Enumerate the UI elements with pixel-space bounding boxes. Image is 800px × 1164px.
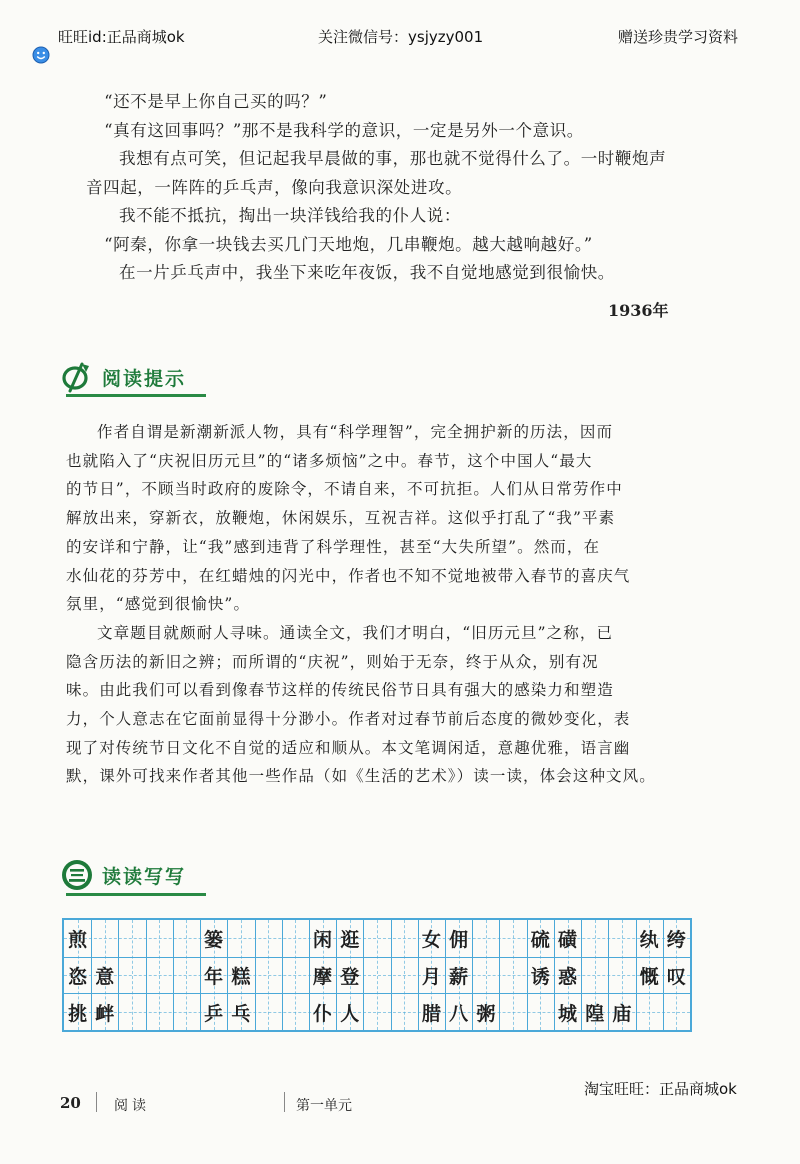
watermark-bottom-right: 淘宝旺旺：正品商城ok	[584, 1080, 737, 1098]
reading-tip-body	[66, 418, 706, 791]
watermark-top-right: 赠送珍贵学习资料	[618, 28, 739, 46]
vocab-character: 逛	[340, 929, 360, 952]
grid-row-line	[64, 993, 690, 994]
tip-line: 文章题目就颇耐人寻味。通读全文，我们才明白，“旧历元旦”之称，已	[97, 623, 614, 642]
body-line: “真有这回事吗？”那不是我科学的意识，一定是另外一个意识。	[104, 120, 584, 140]
watermark-top-center: 关注微信号：ysjyzy001	[318, 28, 484, 46]
vocab-character: 硫	[530, 929, 550, 952]
vocab-character: 乒	[204, 1002, 224, 1025]
vocab-character: 挑	[68, 1002, 88, 1025]
vocab-character: 糕	[231, 966, 251, 988]
vocab-character: 粥	[476, 1002, 496, 1025]
vocab-character: 恣	[68, 966, 88, 988]
body-line: 我想有点可笑，但记起我早晨做的事，那也就不觉得什么了。一时鞭炮声	[119, 149, 667, 168]
vocab-character: 人	[340, 1002, 360, 1025]
vocab-character: 年	[204, 966, 224, 988]
vocab-character: 慨	[639, 966, 659, 988]
reading-tip-icon	[60, 360, 94, 394]
vocab-character: 薪	[449, 966, 469, 988]
body-line: “还不是早上你自己买的吗？”	[104, 92, 328, 111]
footer-unit: 第一单元	[296, 1098, 352, 1114]
body-text	[86, 88, 706, 288]
date-line: 1936年	[608, 301, 669, 320]
reading-tip-title: 阅读提示	[102, 367, 187, 390]
read-write-header	[60, 858, 186, 892]
vocab-character: 庙	[612, 1002, 632, 1025]
vocab-character: 摩	[313, 966, 333, 988]
smiley-icon	[32, 46, 50, 64]
body-line: 在一片乒乓声中，我坐下来吃年夜饭，我不自觉地感觉到很愉快。	[119, 263, 615, 282]
vocab-character: 八	[449, 1002, 469, 1025]
grid-dash-line	[64, 975, 690, 976]
vocab-character: 月	[421, 966, 441, 988]
vocab-character: 惑	[558, 966, 578, 988]
watermark-top-left: 旺旺id:正品商城ok	[58, 28, 185, 46]
read-write-title: 读读写写	[102, 865, 187, 888]
tip-line: 水仙花的芬芳中，在红蜡烛的闪光中，作者也不知不觉地被带入春节的喜庆气	[66, 566, 631, 585]
tip-line: 现了对传统节日文化不自觉的适应和顺从。本文笔调闲适，意趣优雅，语言幽	[66, 738, 631, 757]
vocab-character: 磺	[558, 929, 578, 952]
grid-dash-line	[64, 938, 690, 939]
vocab-character: 闲	[313, 929, 333, 952]
vocab-character: 意	[95, 966, 115, 988]
tip-line: 氛里，“感觉到很愉快”。	[66, 595, 251, 614]
tip-line: 力，个人意志在它面前显得十分渺小。作者对过春节前后态度的微妙变化，表	[66, 710, 631, 729]
tip-line: 的节日”，不顾当时政府的废除令，不请自来，不可抗拒。人们从日常劳作中	[66, 480, 623, 499]
vocab-character: 叹	[666, 966, 686, 988]
vocab-character: 佣	[449, 929, 469, 952]
tip-line: 也就陷入了“庆祝旧历元旦”的“诸多烦恼”之中。春节，这个中国人“最大	[66, 451, 593, 470]
grid-row-line	[64, 957, 690, 958]
footer-divider	[96, 1092, 97, 1112]
tip-line: 解放出来，穿新衣，放鞭炮，休闲娱乐，互祝吉祥。这似乎打乱了“我”平素	[66, 509, 616, 528]
footer-divider	[284, 1092, 285, 1112]
vocabulary-grid	[62, 918, 692, 1032]
footer-book-title: 阅读	[114, 1098, 150, 1114]
vocab-character: 城	[558, 1002, 578, 1025]
tip-line: 作者自谓是新潮新派人物，具有“科学理智”，完全拥护新的历法，因而	[97, 423, 614, 441]
vocab-character: 腊	[421, 1002, 441, 1025]
tip-line: 默，课外可找来作者其他一些作品（如《生活的艺术》）读一读，体会这种文风。	[66, 767, 656, 786]
read-write-icon	[60, 858, 94, 892]
vocab-character: 乓	[231, 1002, 251, 1025]
body-line: 我不能不抵抗，掏出一块洋钱给我的仆人说：	[119, 206, 461, 225]
vocab-character: 衅	[95, 1002, 115, 1025]
page-number: 20	[60, 1094, 81, 1112]
vocab-character: 诱	[530, 966, 550, 988]
read-write-underline	[66, 893, 206, 896]
vocab-character: 煎	[68, 929, 88, 952]
vocab-character: 隍	[585, 1002, 605, 1025]
vocab-character: 女	[421, 929, 441, 952]
tip-line: 隐含历法的新旧之辨；而所谓的“庆祝”，则始于无奈，终于从众，别有况	[66, 652, 599, 671]
body-line: 音四起，一阵阵的乒乓声，像向我意识深处进攻。	[86, 177, 463, 197]
reading-tip-header	[60, 360, 186, 394]
tip-line: 的安详和宁静，让“我”感到违背了科学理性，甚至“大失所望”。然而，在	[66, 537, 601, 556]
tip-line: 味。由此我们可以看到像春节这样的传统民俗节日具有强大的感染力和塑造	[66, 681, 614, 700]
vocab-character: 纨	[639, 929, 659, 952]
vocab-character: 登	[340, 966, 360, 988]
vocab-character: 绔	[666, 929, 686, 952]
body-line: “阿秦，你拿一块钱去买几门天地炮，几串鞭炮。越大越响越好。”	[104, 234, 593, 254]
reading-tip-underline	[66, 394, 206, 397]
vocab-character: 篓	[204, 929, 224, 952]
vocab-character: 仆	[313, 1002, 333, 1025]
